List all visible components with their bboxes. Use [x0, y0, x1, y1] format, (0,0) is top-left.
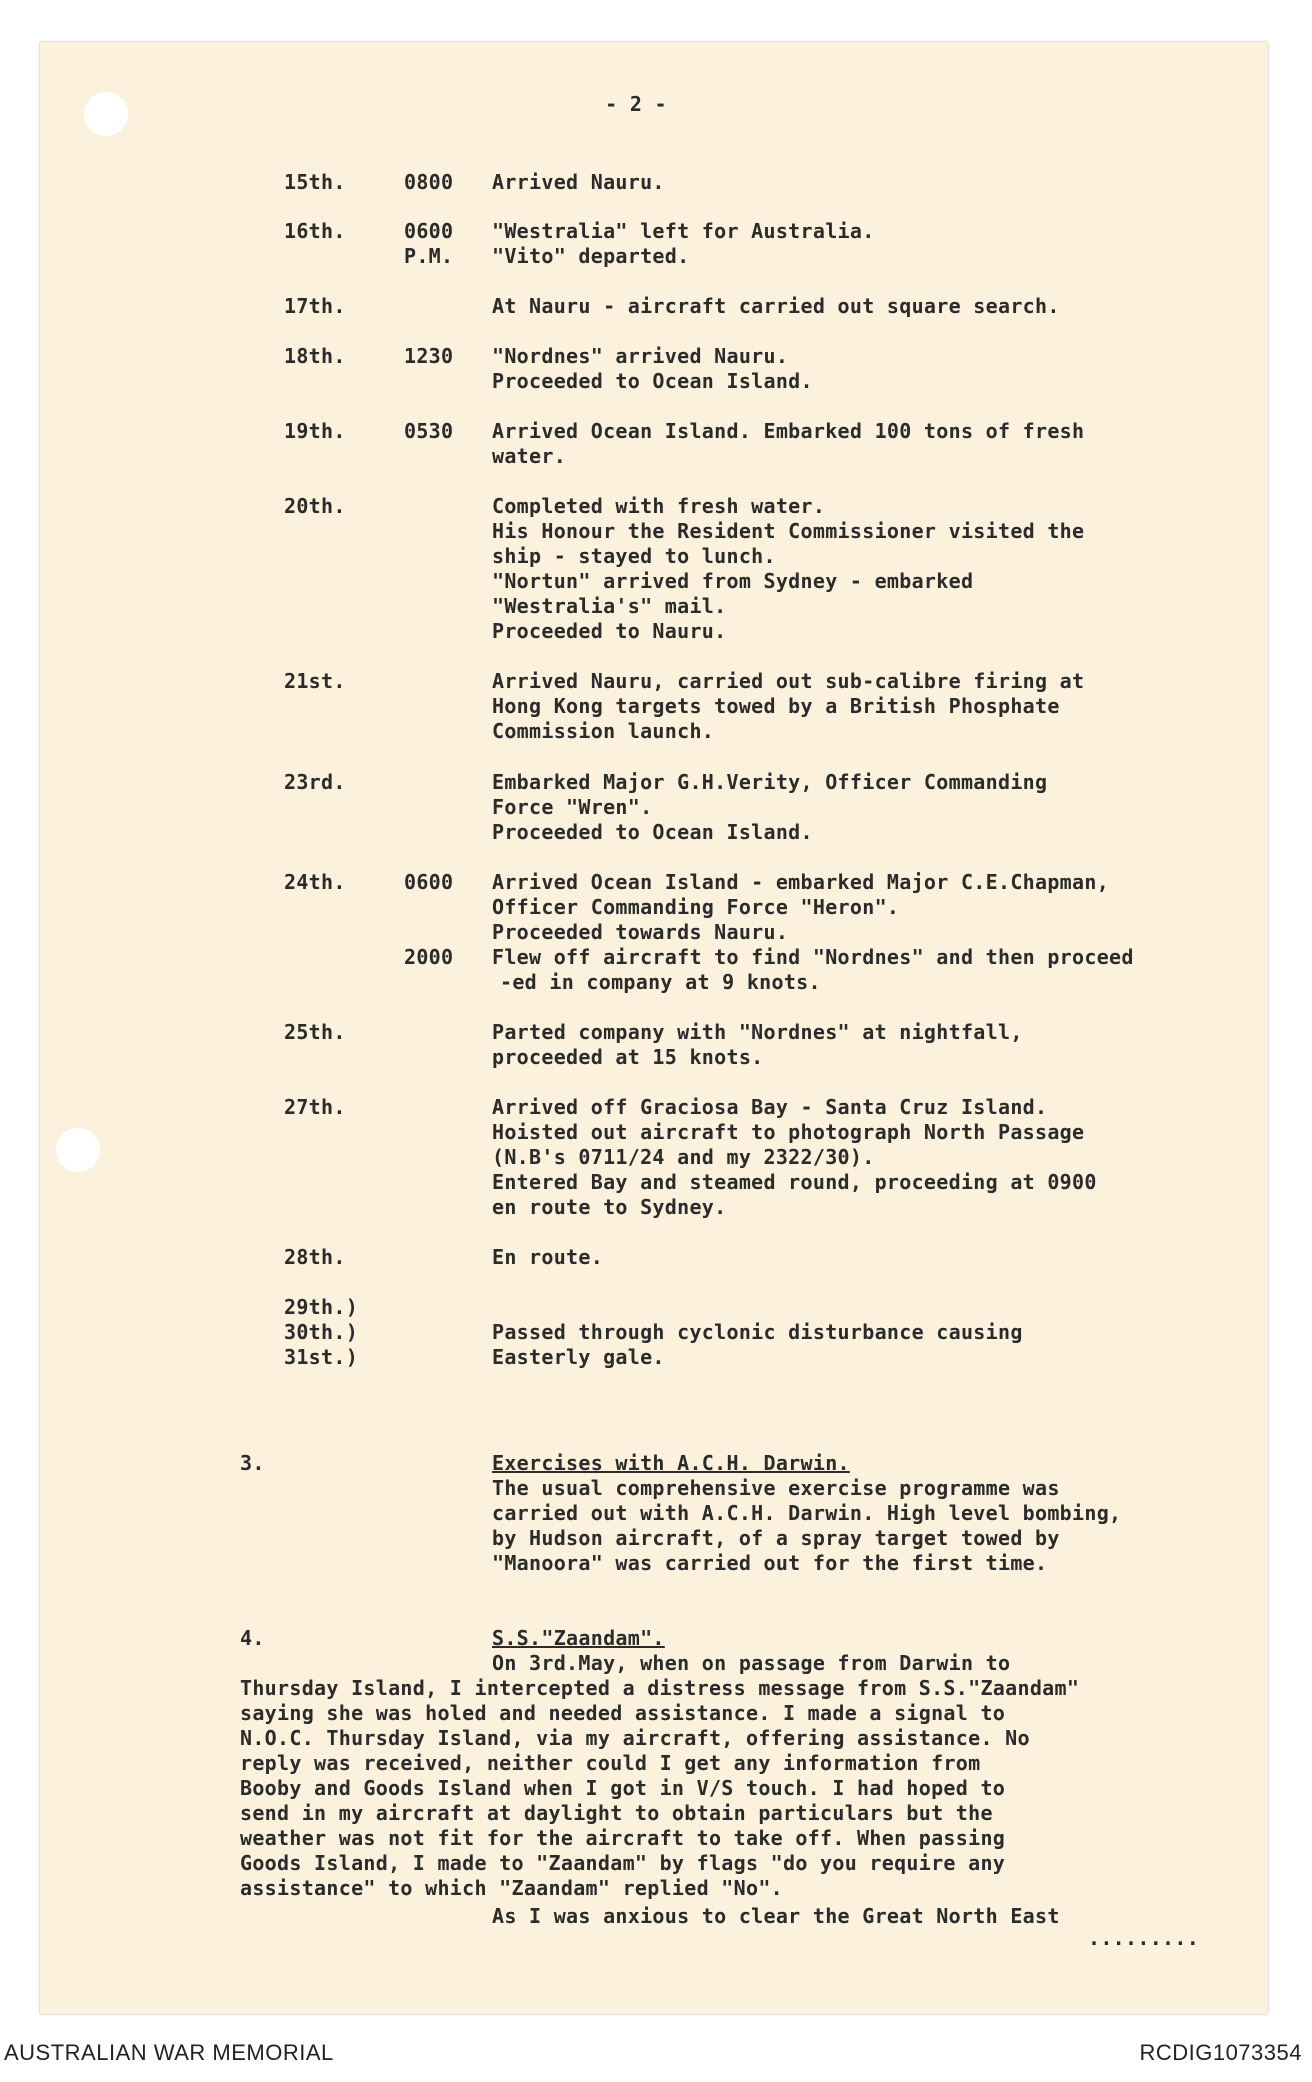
section-line: Goods Island, I made to "Zaandam" by flags "do you require any [240, 1851, 1006, 1875]
entry-line: Completed with fresh water. [492, 494, 826, 518]
entry-day: 17th. [284, 294, 346, 318]
entry-day: 21st. [284, 669, 346, 693]
entry-time: 0530 [404, 419, 454, 443]
entry-line: Force "Wren". [492, 795, 653, 819]
entry-line: "Vito" departed. [492, 244, 690, 268]
entry-line: "Nordnes" arrived Nauru. [492, 344, 789, 368]
entry-line: Officer Commanding Force "Heron". [492, 895, 900, 919]
entry-day: 15th. [284, 170, 346, 194]
entry-day: 27th. [284, 1095, 346, 1119]
entry-line: His Honour the Resident Commissioner visited the [492, 519, 1085, 543]
entry-time: 0600 [404, 219, 454, 243]
entry-line: Arrived Ocean Island - embarked Major C.E.Chapman, [492, 870, 1110, 894]
entry-line: water. [492, 444, 567, 468]
entry-line: En route. [492, 1245, 604, 1269]
footer-record-id: RCDIG1073354 [1139, 2040, 1302, 2065]
section-line: saying she was holed and needed assistance. I made a signal to [240, 1701, 1006, 1725]
entry-line: (N.B's 0711/24 and my 2322/30). [492, 1145, 875, 1169]
entry-day: 25th. [284, 1020, 346, 1044]
continuation-dots: ......... [1088, 1926, 1200, 1950]
section-line: by Hudson aircraft, of a spray target towed by [492, 1526, 1060, 1550]
section-line: On 3rd.May, when on passage from Darwin to [492, 1651, 1011, 1675]
entry-line: Arrived Nauru, carried out sub-calibre firing at [492, 669, 1085, 693]
entry-line: Proceeded to Ocean Island. [492, 369, 813, 393]
entry-line: Proceeded towards Nauru. [492, 920, 789, 944]
entry-line: Arrived Ocean Island. Embarked 100 tons of fresh [492, 419, 1085, 443]
section-line: assistance" to which "Zaandam" replied "No". [240, 1876, 784, 1900]
entry-line: At Nauru - aircraft carried out square search. [492, 294, 1060, 318]
entry-line: ship - stayed to lunch. [492, 544, 776, 568]
punch-hole [84, 92, 128, 136]
entry-line: Commission launch. [492, 719, 715, 743]
section-line: send in my aircraft at daylight to obtain particulars but the [240, 1801, 993, 1825]
entry-line: "Westralia" left for Australia. [492, 219, 875, 243]
entry-line: "Nortun" arrived from Sydney - embarked [492, 569, 974, 593]
entry-day: 24th. [284, 870, 346, 894]
section-line: N.O.C. Thursday Island, via my aircraft, offering assistance. No [240, 1726, 1030, 1750]
entry-line: Easterly gale. [492, 1345, 665, 1369]
entry-day: 30th.) [284, 1320, 359, 1344]
entry-line: Proceeded to Ocean Island. [492, 820, 813, 844]
section-line: Thursday Island, I intercepted a distress message from S.S."Zaandam" [240, 1676, 1080, 1700]
entry-time: 1230 [404, 344, 454, 368]
entry-day: 20th. [284, 494, 346, 518]
entry-line: Proceeded to Nauru. [492, 619, 727, 643]
entry-day: 28th. [284, 1245, 346, 1269]
entry-line: Parted company with "Nordnes" at nightfall, [492, 1020, 1023, 1044]
entry-line: -ed in company at 9 knots. [500, 970, 821, 994]
entry-line: "Westralia's" mail. [492, 594, 727, 618]
punch-hole [56, 1128, 100, 1172]
entry-day: 18th. [284, 344, 346, 368]
section-line: "Manoora" was carried out for the first time. [492, 1551, 1048, 1575]
entry-day: 19th. [284, 419, 346, 443]
entry-time: P.M. [404, 244, 454, 268]
page-number: - 2 - [605, 92, 667, 116]
entry-day: 23rd. [284, 770, 346, 794]
entry-time: 0600 [404, 870, 454, 894]
section-line: weather was not fit for the aircraft to take off. When passing [240, 1826, 1006, 1850]
entry-time: 2000 [404, 945, 454, 969]
entry-line: Flew off aircraft to find "Nordnes" and then proceed [492, 945, 1134, 969]
section-line: carried out with A.C.H. Darwin. High level bombing, [492, 1501, 1122, 1525]
entry-day: 31st.) [284, 1345, 359, 1369]
entry-line: Entered Bay and steamed round, proceeding at 0900 [492, 1170, 1097, 1194]
entry-day: 29th.) [284, 1295, 359, 1319]
entry-line: Embarked Major G.H.Verity, Officer Commanding [492, 770, 1048, 794]
entry-line: Hoisted out aircraft to photograph North Passage [492, 1120, 1085, 1144]
entry-line: Arrived off Graciosa Bay - Santa Cruz Island. [492, 1095, 1048, 1119]
section-heading: Exercises with A.C.H. Darwin. [492, 1451, 850, 1475]
section-heading: S.S."Zaandam". [492, 1626, 665, 1650]
entry-time: 0800 [404, 170, 454, 194]
section-line: Booby and Goods Island when I got in V/S touch. I had hoped to [240, 1776, 1006, 1800]
entry-day: 16th. [284, 219, 346, 243]
entry-line: Passed through cyclonic disturbance causing [492, 1320, 1023, 1344]
section-number: 3. [240, 1451, 265, 1475]
section-line: As I was anxious to clear the Great North East [492, 1904, 1060, 1928]
section-line: reply was received, neither could I get any information from [240, 1751, 981, 1775]
entry-line: en route to Sydney. [492, 1195, 727, 1219]
section-line: The usual comprehensive exercise programme was [492, 1476, 1060, 1500]
footer-archive-name: AUSTRALIAN WAR MEMORIAL [4, 2040, 334, 2065]
entry-line: Hong Kong targets towed by a British Phosphate [492, 694, 1060, 718]
entry-line: Arrived Nauru. [492, 170, 665, 194]
entry-line: proceeded at 15 knots. [492, 1045, 764, 1069]
section-number: 4. [240, 1626, 265, 1650]
